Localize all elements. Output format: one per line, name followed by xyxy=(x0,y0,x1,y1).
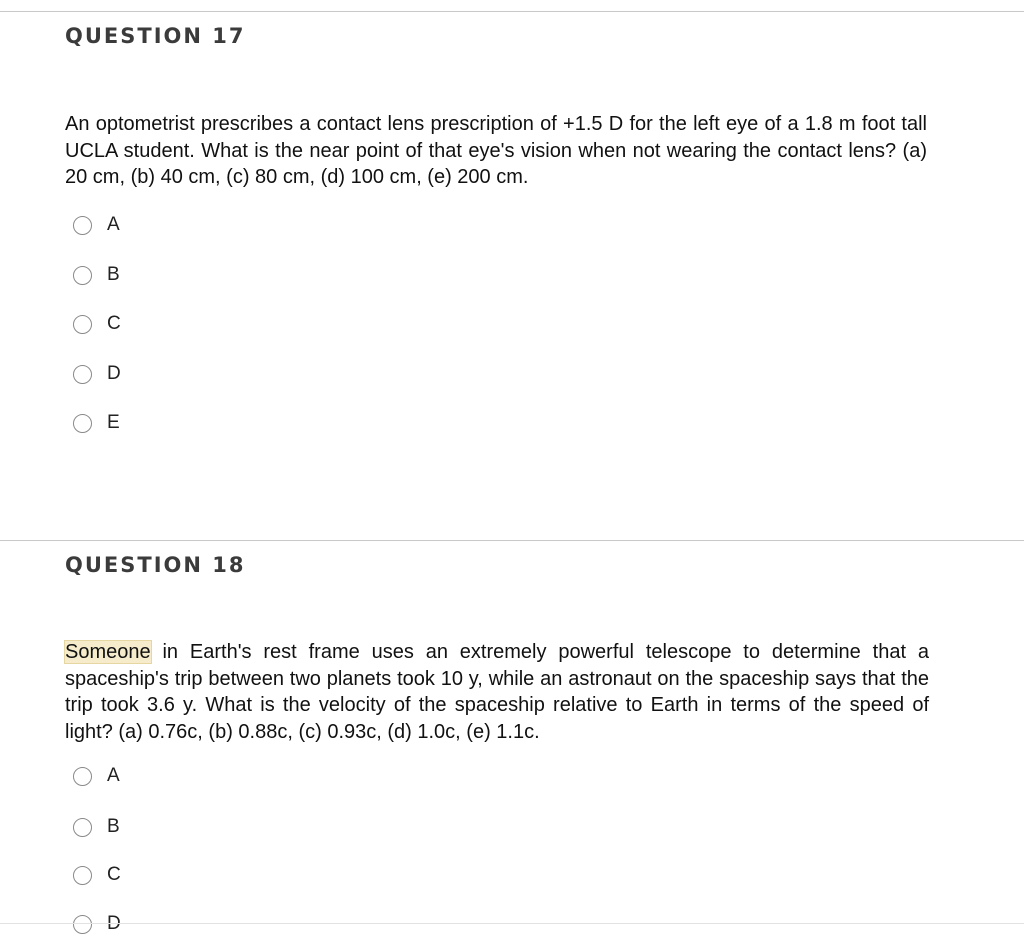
q17-option-e[interactable] xyxy=(73,410,120,436)
radio-button-icon[interactable] xyxy=(73,915,92,934)
q17-option-b[interactable] xyxy=(73,262,120,288)
radio-button-icon[interactable] xyxy=(73,818,92,837)
q17-option-c[interactable] xyxy=(73,311,121,337)
option-label: D xyxy=(107,913,121,934)
option-label: C xyxy=(107,313,121,334)
option-label: B xyxy=(107,264,120,285)
question-18-title: QUESTION 18 xyxy=(65,553,246,577)
option-label: B xyxy=(107,816,120,837)
option-label: A xyxy=(107,214,120,235)
radio-button-icon[interactable] xyxy=(73,315,92,334)
option-label: E xyxy=(107,412,120,433)
option-label: C xyxy=(107,864,121,885)
radio-button-icon[interactable] xyxy=(73,866,92,885)
question-divider xyxy=(0,540,1024,541)
bottom-edge xyxy=(0,923,1024,924)
top-divider xyxy=(0,11,1024,12)
question-18-text-rest: in Earth's rest frame uses an extremely powerful telescope to determine that a spaceship's trip between two planets took 10 y, while an astronaut on the spaceship says that the trip took 3.6 y. What is the velocity of the spaceship relative to Earth in terms of the speed of light? (a) 0.76c, (b) 0.88c, (c) 0.93c, (d) 1.0c, (e) 1.1c. xyxy=(65,641,929,743)
highlighted-word: Someone xyxy=(65,641,151,663)
radio-button-icon[interactable] xyxy=(73,365,92,384)
q17-option-d[interactable] xyxy=(73,361,121,387)
option-label: A xyxy=(107,765,120,786)
radio-button-icon[interactable] xyxy=(73,767,92,786)
q18-option-c[interactable] xyxy=(73,862,121,888)
radio-button-icon[interactable] xyxy=(73,414,92,433)
question-17-title: QUESTION 17 xyxy=(65,24,246,48)
question-18-text xyxy=(65,639,929,745)
q18-option-b[interactable] xyxy=(73,814,120,840)
radio-button-icon[interactable] xyxy=(73,266,92,285)
radio-button-icon[interactable] xyxy=(73,216,92,235)
q17-option-a[interactable] xyxy=(73,212,120,238)
question-17-text: An optometrist prescribes a contact lens prescription of +1.5 D for the left eye of a 1.8 m foot tall UCLA student. What is the near point of that eye's vision when not wearing the contact lens? (a) 20 cm, (b) 40 cm, (c) 80 cm, (d) 100 cm, (e) 200 cm. xyxy=(65,113,927,188)
q18-option-a[interactable] xyxy=(73,763,120,789)
option-label: D xyxy=(107,363,121,384)
q18-option-d[interactable] xyxy=(73,911,121,937)
